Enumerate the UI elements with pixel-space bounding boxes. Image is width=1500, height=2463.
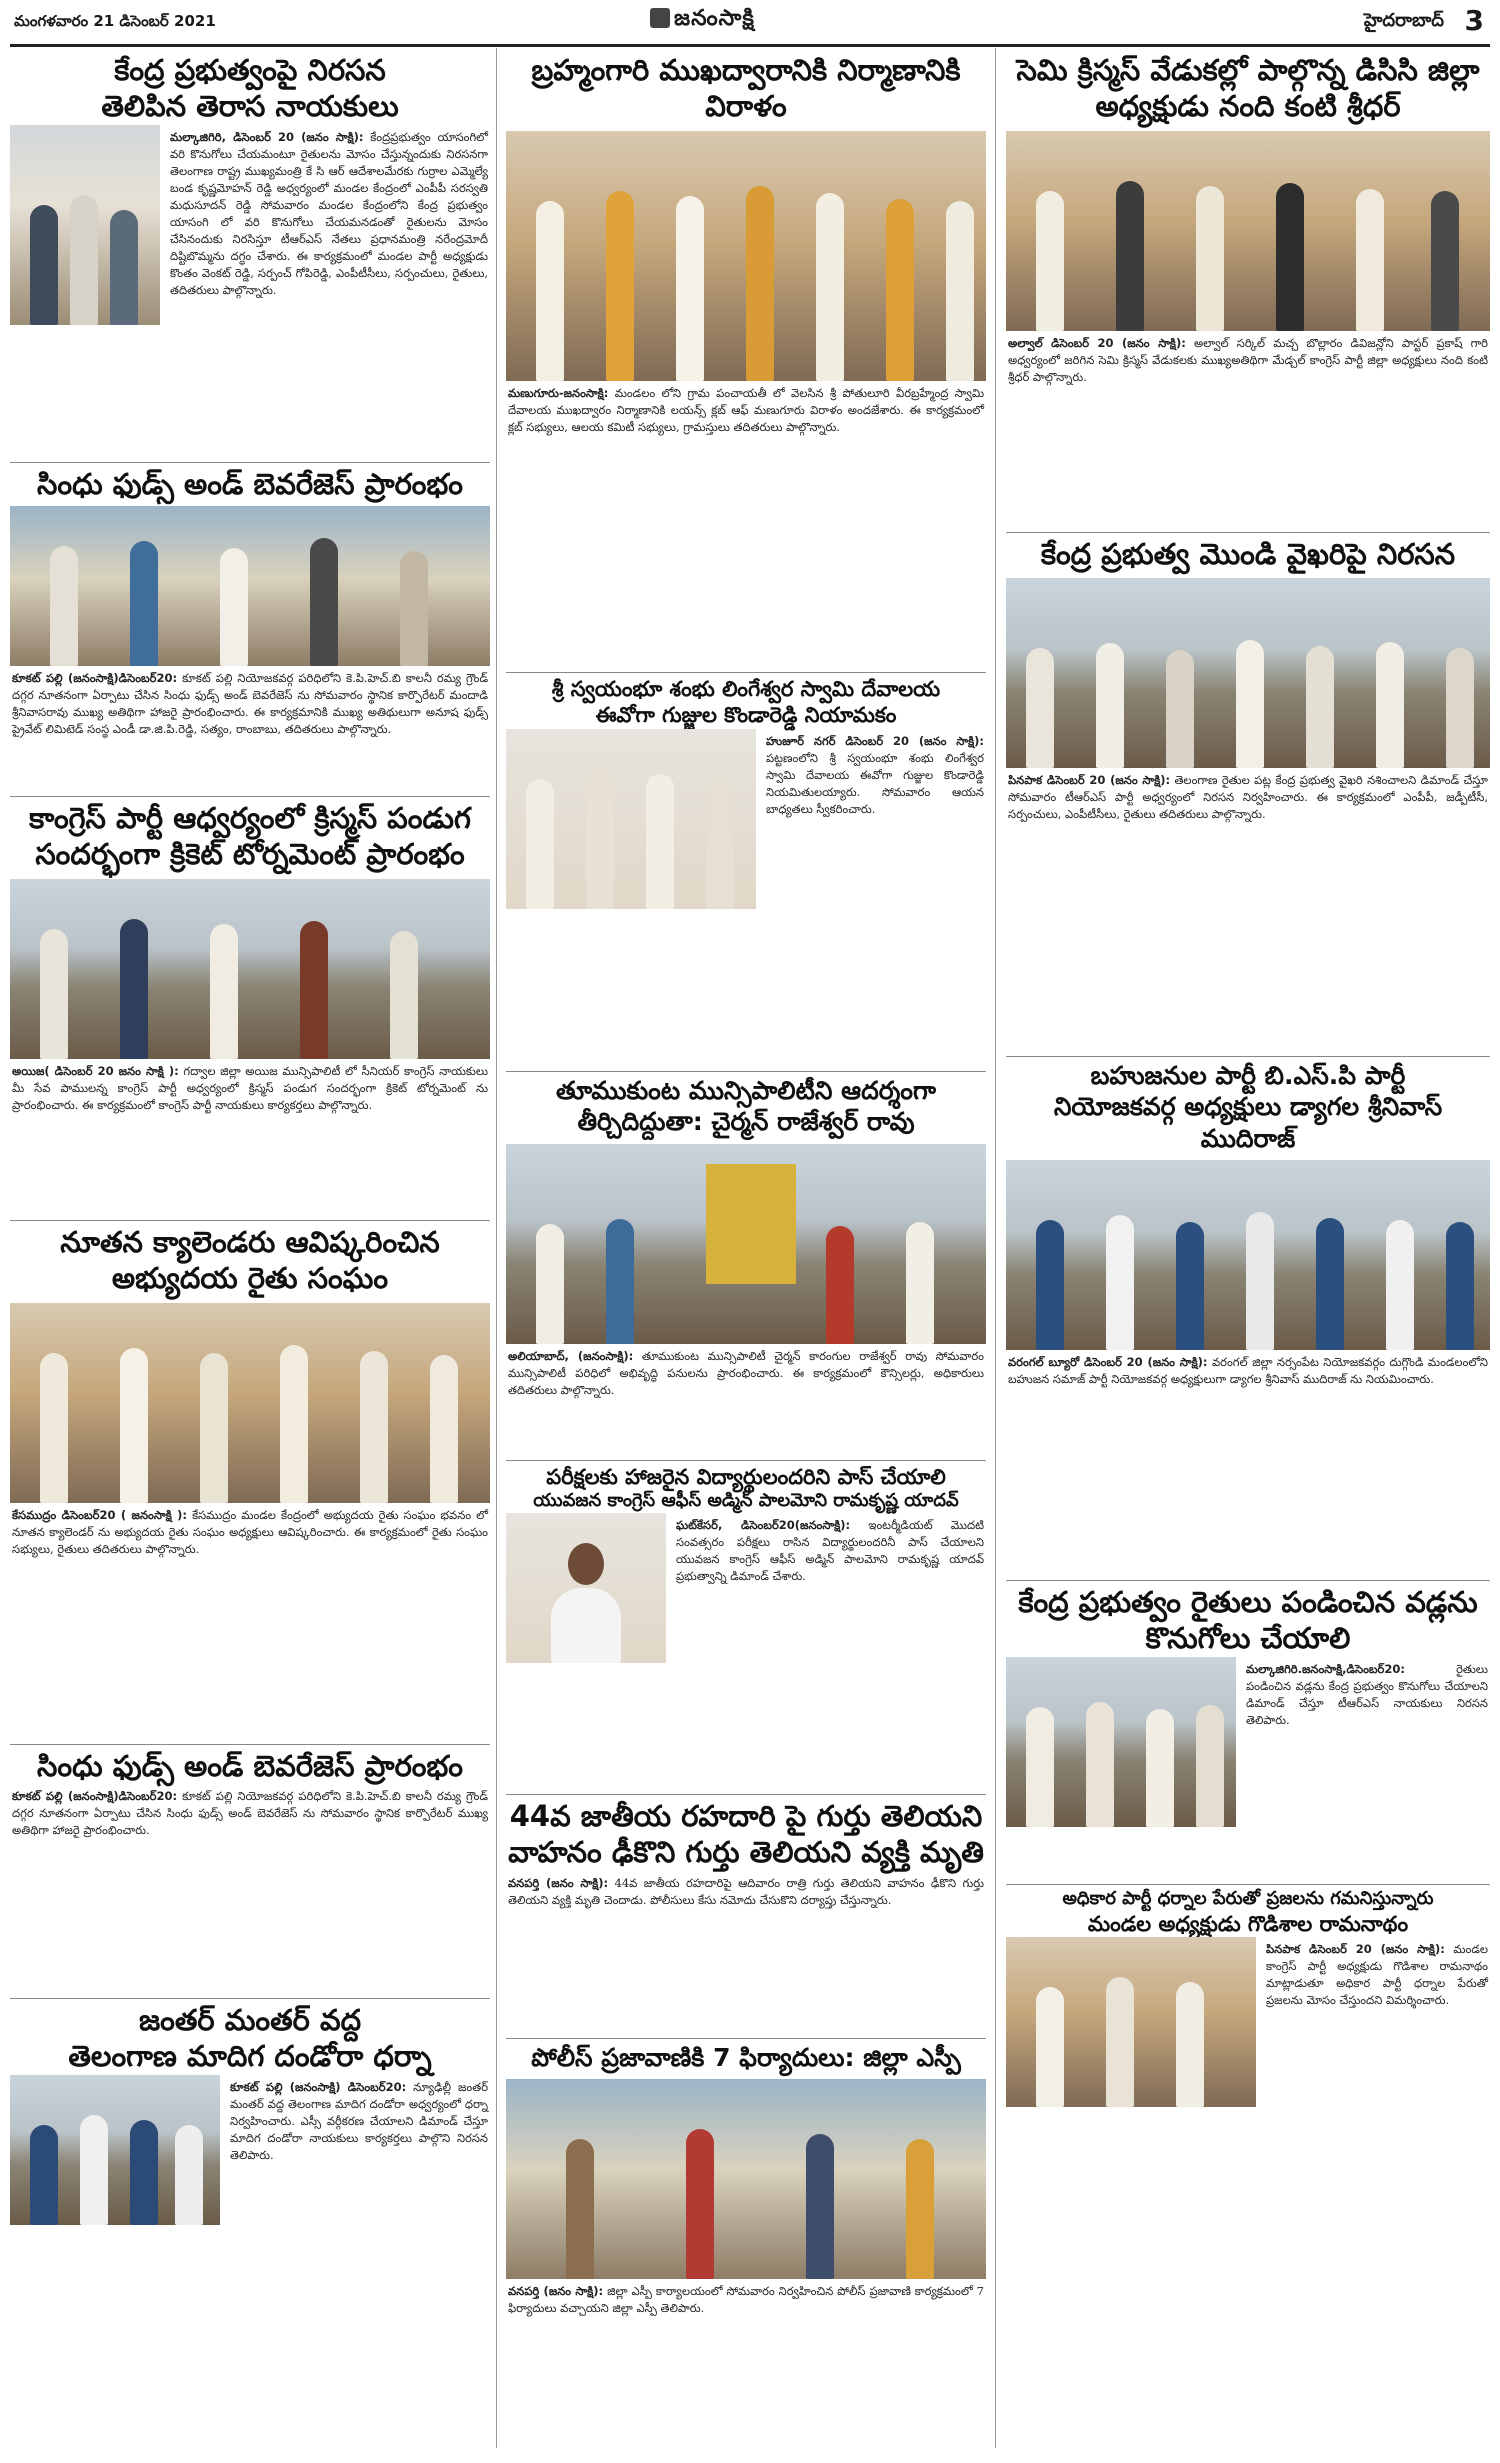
article	[506, 676, 986, 1072]
article	[1006, 536, 1490, 1057]
headline-line: ఈవోగా గుజ్జుల కొండారెడ్డి నియామకం	[595, 703, 897, 728]
headline-line: సెమి క్రిస్మస్ వేడుకల్లో పాల్గొన్న డిసిసి జిల్లా	[1016, 53, 1480, 87]
headline-line: బహుజనుల పార్టీ బి.ఎస్.పి పార్టీ	[1090, 1061, 1406, 1090]
article-body: వనపర్తి (జనం సాక్షి): జిల్లా ఎస్పీ కార్యాలయంలో సోమవారం నిర్వహించిన పోలీస్ ప్రజావాణి కార్యక్రమంలో 7 ఫిర్యాదులు వచ్చాయని జిల్లా ఎస్పీ తెలిపారు.	[508, 2284, 984, 2316]
article-body: మల్కాజిగిరి, డిసెంబర్ 20 (జనం సాక్షి): కేంద్రప్రభుత్వం యాసంగిలో వరి కొనుగోలు చేయమంటూ రైతులను మోసం చేస్తున్నందుకు నిరసనగా తెలంగాణ రాష్ట్ర ముఖ్యమంత్రి కే సి ఆర్ ఆదేశాలమేరకు గుర్రాల ఎమ్మెల్యే బండ కృష్ణమోహన్ రెడ్డి అధ్వర్యంలో మండల కేంద్రంలో ఎంపీపీ సరస్వతి మధుసూదన్ రెడ్డి సోమవారం మండల కేంద్రంలోని కేంద్ర ప్రభుత్వం యాసంగి లో వరి కొనుగోలు చేయమనడంతో రైతులను మోసం చేసినందుకు నిరసిస్తూ టీఆర్ఎస్ నేతలు ప్రధానమంత్రి నరేంద్రమోదీ దిష్టిబొమ్మను దగ్ధం చేశారు. ఈ కార్యక్రమంలో మండల పార్టీ అధ్యక్షుడు కొంతం వెంకట్ రెడ్డి, సర్పంచ్ గోపిరెడ్డి, ఎంపీటీసీలు, సర్పంచులు, రైతులు, తదితరులు పాల్గొన్నారు.	[170, 129, 489, 297]
masthead	[10, 0, 1490, 47]
headline-line: సింధు ఫుడ్స్ అండ్ బెవరేజెస్ ప్రారంభం	[37, 467, 463, 501]
article	[10, 1748, 490, 1999]
article	[1006, 52, 1490, 533]
article-photo	[506, 1144, 986, 1344]
headline-line: మండల అధ్యక్షుడు గొడిశాల రామనాథం	[1087, 1911, 1409, 1936]
article-photo	[506, 2079, 986, 2279]
article	[506, 1798, 986, 2039]
article-body: కూకట్ పల్లి (జనంసాక్షి)డిసెంబర్20: కూకట్ పల్లి నియోజకవర్గ పరిధిలోని కె.పి.హెచ్.బి కాలనీ రమ్య గ్రౌండ్ దగ్గర నూతనంగా ఏర్పాటు చేసిన సింధు ఫుడ్స్ అండ్ బెవరేజెస్ ను సోమవారం స్థానిక కార్పొరేటర్ ముఖ్య అతిథిగా హాజరై ప్రారంభించారు.	[12, 1789, 489, 1838]
article-body: మల్కాజిగిరి.జనంసాక్షి,డిసెంబర్20: రైతులు పండించిన వడ్లను కేంద్ర ప్రభుత్వం కొనుగోలు చేయాలని డిమాండ్ చేస్తూ టీఆర్ఎస్ నాయకులు నిరసన తెలిపారు.	[1246, 1661, 1488, 1727]
article	[506, 1075, 986, 1461]
headline-line: పోలీస్ ప్రజావాణికి 7 ఫిర్యాదులు: జిల్లా ఎస్పీ	[531, 2043, 961, 2072]
article-photo	[10, 125, 160, 325]
article-photo	[10, 2075, 220, 2225]
article-photo	[506, 131, 986, 381]
article-photo	[10, 506, 490, 666]
article-body: పినపాక డిసెంబర్ 20 (జనం సాక్షి): మండల కాంగ్రెస్ పార్టీ అధ్యక్షుడు గొడిశాల రామనాథం మాట్లాడుతూ అధికార పార్టీ ధర్నాల పేరుతో ప్రజలను మోసం చేస్తుందని విమర్శించారు.	[1266, 1941, 1488, 2007]
article-body: కూకట్ పల్లి (జనంసాక్షి)డిసెంబర్20: కూకట్ పల్లి నియోజకవర్గ పరిధిలోని కె.పి.హెచ్.బి కాలనీ రమ్య గ్రౌండ్ దగ్గర నూతనంగా ఏర్పాటు చేసిన సింధు ఫుడ్స్ అండ్ బెవరేజెస్ ను సోమవారం స్థానిక కార్పొరేటర్ మందాడి శ్రీనివాసరావు ముఖ్య అతిథిగా హాజరై ప్రారంభించారు. ఈ కార్యక్రమానికి ముఖ్య అతిథులుగా అనూష ఫుడ్స్ ప్రైవేట్ లిమిటెడ్ సంస్థ ఎండీ డా.జి.పి.రెడ్డి, సత్యం, రాంబాబు, తదితరులు పాల్గొన్నారు.	[12, 671, 489, 737]
headline-line: జంతర్ మంతర్ వద్ద	[138, 2003, 362, 2037]
article-body: అలియాబాద్, (జనంసాక్షి): తూముకుంట మున్సిపాలిటీ చైర్మన్ కారంగుల రాజేశ్వర్ రావు సోమవారం మున్సిపాలిటీ పరిధిలో అభివృద్ధి పనులను ప్రారంభించారు. ఈ కార్యక్రమంలో కౌన్సిలర్లు, అధికారులు తదితరులు పాల్గొన్నారు.	[508, 1348, 984, 1397]
headline-line: శ్రీ స్వయంభూ శంభు లింగేశ్వర స్వామి దేవాలయ	[551, 677, 941, 701]
article	[506, 52, 986, 673]
newspaper-name: జనంసాక్షి	[650, 6, 755, 36]
article-photo	[10, 879, 490, 1059]
article-photo	[1006, 1160, 1490, 1350]
headline-line: 44వ జాతీయ రహదారి పై గుర్తు తెలియని	[509, 1799, 983, 1833]
paper-logo-icon	[650, 8, 670, 28]
headline-line: కాంగ్రెస్ పార్టీ ఆధ్వర్యంలో క్రిస్మస్ పండుగ	[29, 801, 471, 835]
headline-line: అధ్యక్షుడు నంది కంటి శ్రీధర్	[1095, 89, 1401, 124]
headline-line: వాహనం ఢీకొని గుర్తు తెలియని వ్యక్తి మృతి	[508, 1835, 984, 1870]
article-photo	[1006, 1937, 1256, 2107]
headline-line: కేంద్ర ప్రభుత్వ మొండి వైఖరిపై నిరసన	[1040, 537, 1456, 571]
article	[506, 2042, 986, 2442]
issue-date: మంగళవారం 21 డిసెంబర్ 2021	[14, 12, 216, 30]
headline-line: పరీక్షలకు హాజరైన విద్యార్థులందరిని పాస్ చేయాలి	[546, 1465, 946, 1489]
headline-line: సింధు ఫుడ్స్ అండ్ బెవరేజెస్ ప్రారంభం	[37, 1749, 463, 1783]
headline-line: బ్రహ్మంగారి ముఖద్వారానికి నిర్మాణానికి విరాళం	[531, 53, 961, 124]
headline-line: తూముకుంట మున్సిపాలిటీని ఆదర్శంగా	[556, 1076, 936, 1105]
article-photo	[1006, 578, 1490, 768]
article-photo	[1006, 131, 1490, 331]
article	[10, 800, 490, 1221]
headline-line: తీర్చిదిద్దుతా: చైర్మన్ రాజేశ్వర్ రావు	[577, 1107, 915, 1137]
page-number: 3	[1464, 4, 1484, 37]
article	[10, 466, 490, 797]
article-photo	[10, 1303, 490, 1503]
headline-line: సందర్భంగా క్రికెట్ టోర్నమెంట్ ప్రారంభం	[35, 837, 465, 872]
article-photo	[506, 729, 756, 909]
headline-line: కేంద్ర ప్రభుత్వం రైతులు పండించిన వడ్లను	[1018, 1585, 1478, 1619]
headline-line: తెలిపిన తెరాస నాయకులు	[101, 89, 399, 124]
article-photo	[1006, 1657, 1236, 1827]
article	[10, 2002, 490, 2442]
article	[10, 52, 490, 463]
column-divider	[496, 48, 497, 2448]
headline-line: కొనుగోలు చేయాలి	[1145, 1621, 1351, 1656]
article	[1006, 1888, 1490, 2442]
article-body: ఘట్‌కేసర్, డిసెంబర్20(జనంసాక్షి): ఇంటర్మీడియట్ మొదటి సంవత్సరం పరీక్షలు రాసిన విద్యార్థులందరినీ పాస్ చేయాలని యువజన కాంగ్రెస్ ఆఫీస్ అడ్మిన్ పాలమోని రామకృష్ణ యాదవ్ ప్రభుత్వాన్ని డిమాండ్ చేశారు.	[676, 1517, 984, 1583]
article-body: పినపాక డిసెంబర్ 20 (జనం సాక్షి): తెలంగాణ రైతుల పట్ల కేంద్ర ప్రభుత్వ వైఖరి నశించాలని డిమాండ్ చేస్తూ సోమవారం టీఆర్ఎస్ పార్టీ అధ్వర్యంలో నిరసన నిర్వహించారు. ఈ కార్యక్రమంలో ఎంపీపీ, జడ్పీటీసీ, సర్పంచులు, ఎంపీటీసీలు, రైతులు తదితరులు పాల్గొన్నారు.	[1008, 773, 1488, 822]
article	[10, 1224, 490, 1745]
article	[1006, 1584, 1490, 1885]
article-photo	[506, 1513, 666, 1663]
article-body: అయిజ( డిసెంబర్ 20 జనం సాక్షి ): గద్వాల జిల్లా అయిజ మున్సిపాలిటీ లో సీనియర్ కాంగ్రెస్ నాయకులు మీ సేవ పాములన్న కాంగ్రెస్ పార్టీ అధ్వర్యంలో క్రిస్మస్ పండుగ సందర్భంగా క్రికెట్ టోర్నమెంట్ ను ప్రారంభించారు. ఈ కార్యక్రమంలో కాంగ్రెస్ పార్టీ నాయకులు కార్యకర్తలు పాల్గొన్నారు.	[12, 1063, 488, 1112]
article-body: కేసముద్రం డిసెంబర్20 ( జనంసాక్షి ): కేసముద్రం మండల కేంద్రంలో అభ్యుదయ రైతు సంఘం భవనం లో నూతన క్యాలెండర్ ను అభ్యుదయ రైతు సంఘం అధ్యక్షులు ఆవిష్కరించారు. ఈ కార్యక్రమంలో రైతు సంఘం సభ్యులు, రైతులు తదితరులు పాల్గొన్నారు.	[12, 1507, 489, 1556]
article-body: అల్వాల్ డిసెంబర్ 20 (జనం సాక్షి): అల్వాల్ సర్కిల్ మచ్చ బొల్లారం డివిజన్లోని పాస్టర్ ప్రకాష్ గారి అధ్వర్యంలో జరిగిన సెమి క్రిస్మస్ వేడుకలకు ముఖ్యఅతిథిగా మేడ్చల్ కాంగ్రెస్ పార్టీ జిల్లా అధ్యక్షులు నంది కంటి శ్రీధర్ పాల్గొన్నారు.	[1008, 335, 1488, 384]
headline-line: తెలంగాణ మాదిగ దండోరా ధర్నా	[68, 2039, 432, 2074]
article	[1006, 1060, 1490, 1581]
headline-line: నూతన క్యాలెండరు ఆవిష్కరించిన	[60, 1225, 440, 1259]
headline-line: యువజన కాంగ్రెస్ ఆఫీస్ అడ్మిన్ పాలమోని రామకృష్ణ యాదవ్	[533, 1490, 959, 1512]
article-body: హుజూర్ నగర్ డిసెంబర్ 20 (జనం సాక్షి): పట్టణంలోని శ్రీ స్వయంభూ శంభు లింగేశ్వర స్వామి దేవాలయ ఈవోగా గుజ్జుల కొండారెడ్డి నియమితులయ్యారు. సోమవారం ఆయన బాధ్యతలు స్వీకరించారు.	[766, 733, 984, 816]
headline-line: నియోజకవర్గ అధ్యక్షులు డ్యాగల శ్రీనివాస్ ముదిరాజ్	[1053, 1092, 1443, 1153]
article	[506, 1464, 986, 1795]
article-body: మణుగూరు-జనంసాక్షి: మండలం లోని గ్రామ పంచాయతీ లో వెలసిన శ్రీ పోతులూరి వీరబ్రహ్మేంద్ర స్వామి దేవాలయ ముఖద్వారం నిర్మాణానికి లయన్స్ క్లబ్ ఆఫ్ మణుగూరు విరాళం అందజేశారు. ఈ కార్యక్రమంలో క్లబ్ సభ్యులు, ఆలయ కమిటీ సభ్యులు, గ్రామస్తులు తదితరులు పాల్గొన్నారు.	[508, 385, 985, 434]
edition-city: హైదరాబాద్	[1363, 10, 1444, 31]
headline-line: అభ్యుదయ రైతు సంఘం	[111, 1261, 389, 1296]
column-divider	[995, 48, 996, 2448]
article-body: వరంగల్ బ్యూరో డిసెంబర్ 20 (జనం సాక్షి): వరంగల్ జిల్లా నర్సంపేట నియోజకవర్గం దుగ్గొండి మండలంలోని బహుజన సమాజ్ పార్టీ నియోజకవర్గ అధ్యక్షులుగా డ్యాగల శ్రీనివాస్ ముదిరాజ్ ను నియమించారు.	[1008, 1354, 1489, 1386]
article-body: వనపర్తి (జనం సాక్షి): 44వ జాతీయ రహదారిపై ఆదివారం రాత్రి గుర్తు తెలియని వాహనం ఢీకొని గుర్తు తెలియని వ్యక్తి మృతి చెందాడు. పోలీసులు కేసు నమోదు చేసుకొని దర్యాప్తు చేస్తున్నారు.	[508, 1875, 984, 1907]
headline-line: కేంద్ర ప్రభుత్వంపై నిరసన	[114, 53, 386, 87]
article-body: కూకట్ పల్లి (జనంసాక్షి) డిసెంబర్20: న్యూఢిల్లీ జంతర్ మంతర్ వద్ద తెలంగాణ మాదిగ దండోరా అధ్వర్యంలో ధర్నా నిర్వహించారు. ఎస్సీ వర్గీకరణ చేయాలని డిమాండ్ చేస్తూ మాదిగ దండోరా నాయకులు కార్యకర్తలు పాల్గొని నిరసన తెలిపారు.	[230, 2079, 489, 2162]
headline-line: అధికార పార్టీ ధర్నాల పేరుతో ప్రజలను గమనిస్తున్నారు	[1062, 1888, 1434, 1909]
